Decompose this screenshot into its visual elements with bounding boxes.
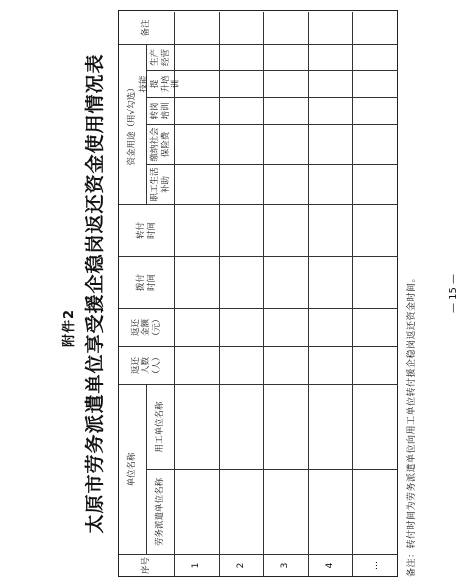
table-cell — [220, 164, 265, 204]
row-number: 4 — [309, 554, 354, 576]
page-number: — 15 — — [448, 273, 459, 314]
row-number: 1 — [175, 554, 220, 576]
table-cell — [264, 308, 309, 346]
header-usage-skill: 技能提 升培训 — [147, 70, 175, 97]
page-title: 太原市劳务派遣单位享受援企稳岗返还资金使用情况表 — [84, 53, 106, 534]
table-cell — [220, 384, 265, 469]
header-refund-amount: 返还 金额 （元） — [119, 308, 175, 346]
table-cell — [175, 97, 220, 124]
table-cell — [264, 70, 309, 97]
table-cell — [353, 346, 398, 384]
table-cell — [353, 164, 398, 204]
header-usage-training: 转岗 培训 — [147, 97, 175, 124]
header-unit-name-group: 单位名称 — [119, 384, 147, 554]
header-usage-subsidy: 职工生活 补助 — [147, 164, 175, 204]
header-seq: 序号 — [119, 554, 175, 576]
header-dispatch-unit: 劳务派遣单位名称 — [147, 469, 175, 554]
table-cell — [264, 124, 309, 164]
table-cell — [264, 44, 309, 70]
table-cell — [309, 12, 354, 44]
table-cell — [175, 164, 220, 204]
table-cell — [309, 256, 354, 308]
table-cell — [309, 204, 354, 256]
attachment-label: 附件2 — [62, 308, 77, 347]
table-cell — [220, 469, 265, 554]
header-remarks: 备注 — [119, 12, 175, 44]
header-employer-unit: 用工单位名称 — [147, 384, 175, 469]
table-cell — [175, 12, 220, 44]
table-cell — [353, 204, 398, 256]
table-cell — [264, 97, 309, 124]
table-cell — [220, 44, 265, 70]
row-number: 3 — [264, 554, 309, 576]
table-cell — [309, 469, 354, 554]
table-cell — [175, 44, 220, 70]
header-refund-people: 返还 人数 （人） — [119, 346, 175, 384]
table-cell — [353, 97, 398, 124]
row-number: … — [353, 554, 398, 576]
table-cell — [264, 204, 309, 256]
table-cell — [220, 346, 265, 384]
table-cell — [264, 346, 309, 384]
table-cell — [175, 70, 220, 97]
footnote: 备注：转付时间为劳务派遣单位向用工单位转付援企稳岗返还资金时间。 — [407, 272, 417, 577]
header-usage-production: 生产 经营 — [147, 44, 175, 70]
table-cell — [353, 12, 398, 44]
table-cell — [220, 97, 265, 124]
table-cell — [175, 124, 220, 164]
table-cell — [220, 12, 265, 44]
table-cell — [175, 469, 220, 554]
table-cell — [220, 256, 265, 308]
table-cell — [264, 384, 309, 469]
table-cell — [309, 124, 354, 164]
row-number: 2 — [220, 554, 265, 576]
header-usage-insurance: 缴纳社会 保险费 — [147, 124, 175, 164]
table-cell — [264, 256, 309, 308]
table-cell — [353, 44, 398, 70]
header-fund-usage-group: 资金用途（用√勾选） — [119, 44, 147, 204]
table-cell — [353, 469, 398, 554]
table-cell — [264, 469, 309, 554]
table-cell — [309, 308, 354, 346]
table-cell — [353, 384, 398, 469]
table-cell — [309, 164, 354, 204]
table-cell — [175, 308, 220, 346]
table-cell — [220, 70, 265, 97]
table-cell — [309, 44, 354, 70]
table-cell — [175, 256, 220, 308]
table-cell — [309, 346, 354, 384]
fund-usage-table — [118, 10, 398, 577]
table-cell — [309, 70, 354, 97]
table-cell — [309, 97, 354, 124]
table-cell — [220, 308, 265, 346]
table-cell — [309, 384, 354, 469]
table-cell — [353, 256, 398, 308]
table-cell — [220, 124, 265, 164]
table-cell — [175, 384, 220, 469]
table-cell — [264, 12, 309, 44]
table-cell — [175, 346, 220, 384]
header-transfer-time: 转付 时间 — [119, 204, 175, 256]
table-cell — [353, 70, 398, 97]
table-cell — [353, 308, 398, 346]
table-cell — [353, 124, 398, 164]
header-allocate-time: 拨付 时间 — [119, 256, 175, 308]
table-cell — [264, 164, 309, 204]
table-cell — [175, 204, 220, 256]
table-cell — [220, 204, 265, 256]
